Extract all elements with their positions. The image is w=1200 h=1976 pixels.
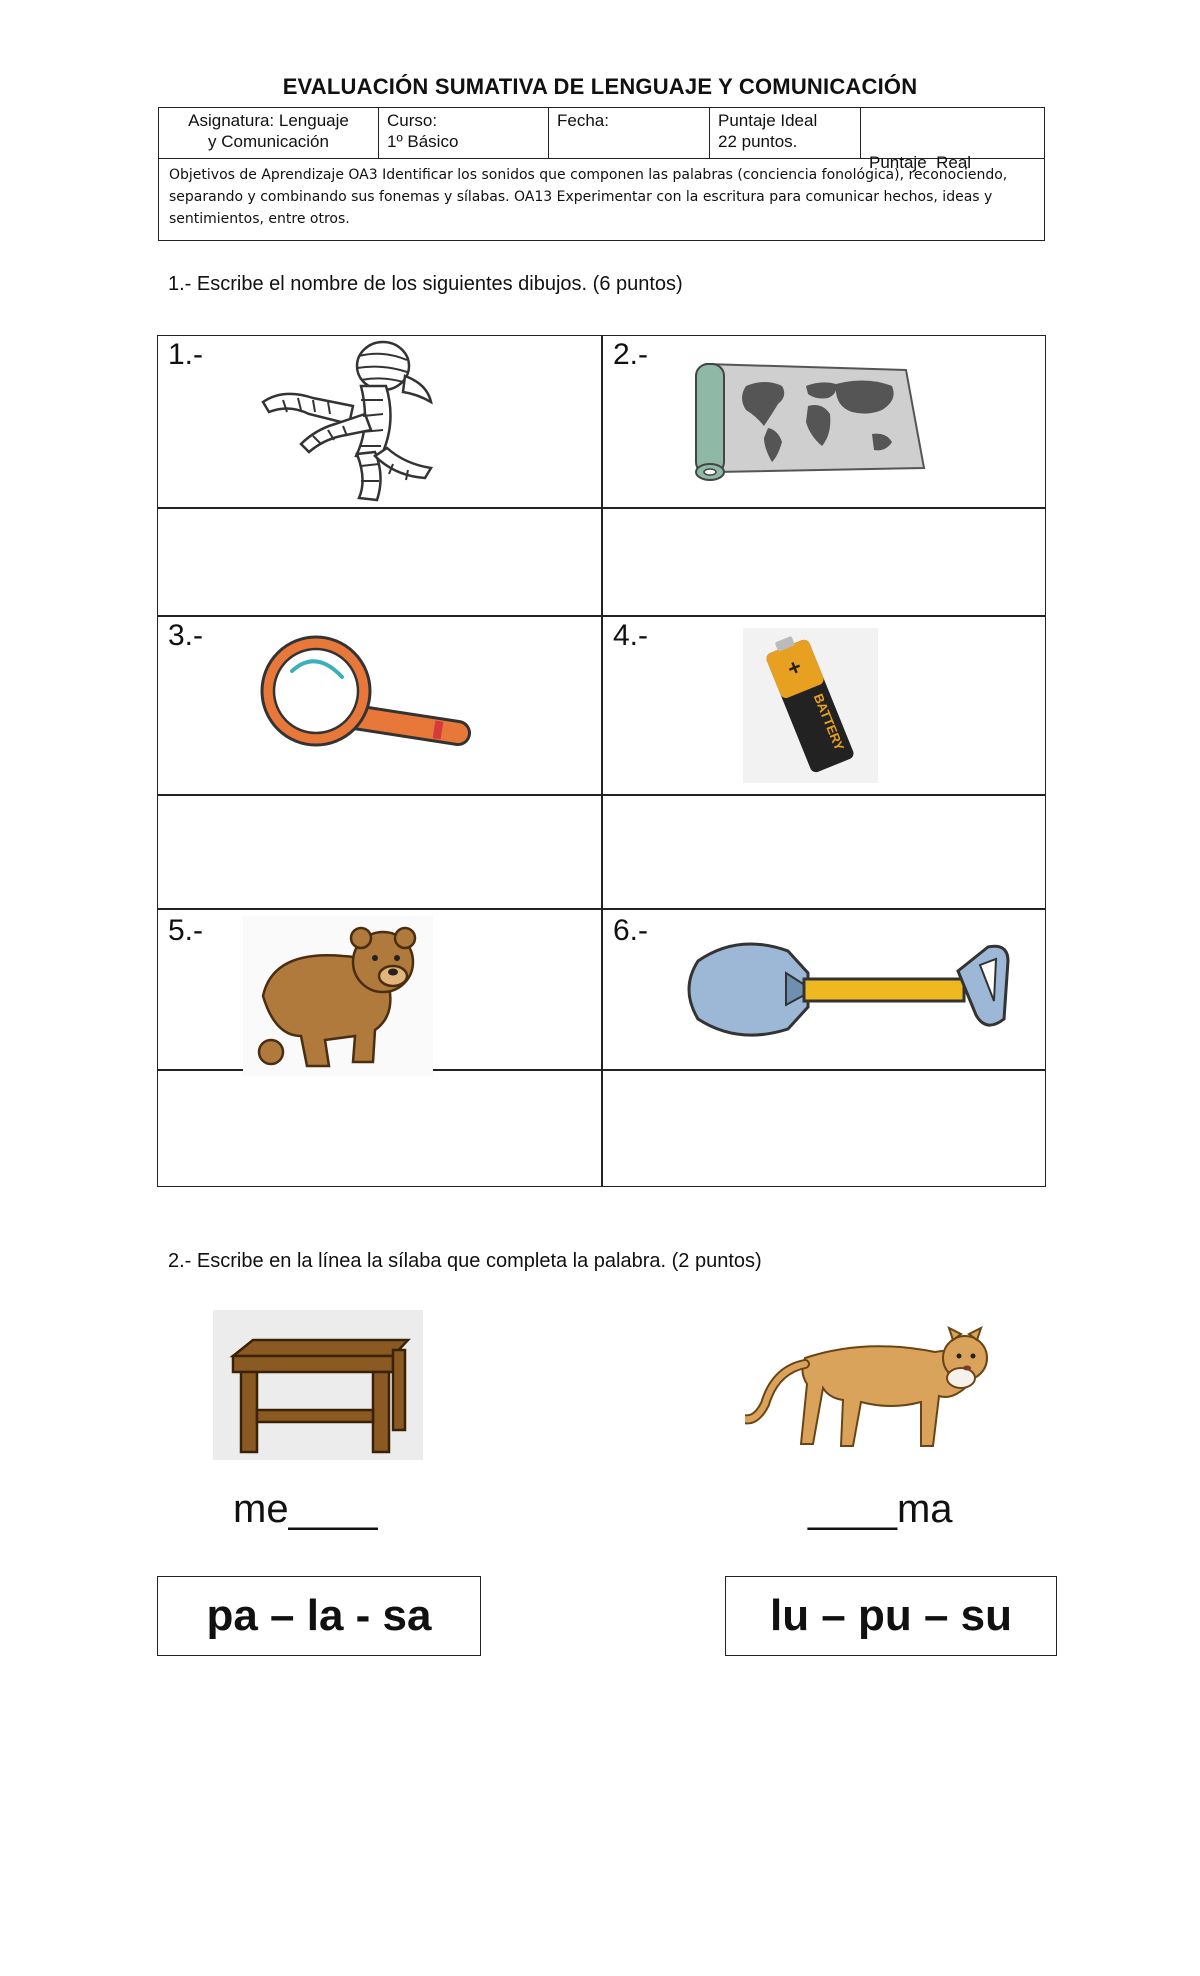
grid-divider xyxy=(158,615,1045,617)
item-number: 6.- xyxy=(613,914,649,947)
header-table xyxy=(158,107,1045,241)
asignatura-value: y Comunicación xyxy=(208,132,329,151)
curso-label: Curso: xyxy=(387,111,438,130)
item-number: 4.- xyxy=(613,619,649,652)
table-icon xyxy=(213,1310,423,1460)
puntaje-real-label: Puntaje Real xyxy=(869,153,972,172)
objetivos-line: separando y combinando sus fonemas y sílabas. OA13 Experimentar con la escritura para comunicar hechos, ideas y xyxy=(169,189,993,205)
objetivos-line: Objetivos de Aprendizaje OA3 Identificar los sonidos que componen las palabras (conciencia fonológica), reconociendo, xyxy=(169,167,1008,183)
puntaje-ideal-cell xyxy=(710,108,861,159)
curso-value: 1º Básico xyxy=(387,132,459,151)
item-number: 5.- xyxy=(168,914,204,947)
item-number: 2.- xyxy=(613,338,649,371)
battery-label: BATTERY xyxy=(810,691,848,753)
question-2-prompt: 2.- Escribe en la línea la sílaba que completa la palabra. (2 puntos) xyxy=(168,1250,762,1272)
answer-cell-6[interactable] xyxy=(603,1071,1045,1186)
puntaje-real-cell[interactable] xyxy=(861,108,1045,172)
objetivos-line: sentimientos, entre otros. xyxy=(169,211,350,227)
objetivos-text xyxy=(159,160,1044,234)
puntaje-ideal-value: 22 puntos. xyxy=(718,132,798,151)
grid-divider xyxy=(158,908,1045,910)
answer-cell-3[interactable] xyxy=(158,796,601,908)
item-number: 3.- xyxy=(168,619,204,652)
fecha-label: Fecha: xyxy=(557,111,609,130)
map-icon xyxy=(676,356,936,486)
mummy-icon xyxy=(253,336,463,506)
item-number: 1.- xyxy=(168,338,204,371)
battery-icon xyxy=(743,628,878,783)
syllable-options-2: lu – pu – su xyxy=(725,1576,1057,1656)
word-blank-2[interactable]: ____ma xyxy=(808,1487,953,1531)
page-title: EVALUACIÓN SUMATIVA DE LENGUAJE Y COMUNICACIÓN xyxy=(282,74,918,99)
bear-icon xyxy=(243,916,433,1076)
curso-cell xyxy=(379,108,549,159)
battery-plus: + xyxy=(783,653,806,682)
magnifying-glass-icon xyxy=(248,621,478,781)
puma-icon xyxy=(745,1318,1005,1458)
syllable-options-1: pa – la - sa xyxy=(157,1576,481,1656)
grid-divider xyxy=(601,336,603,1186)
answer-cell-4[interactable] xyxy=(603,796,1045,908)
shovel-icon xyxy=(678,931,1018,1051)
asignatura-cell xyxy=(159,108,379,159)
fecha-cell[interactable] xyxy=(549,108,710,159)
word-blank-1[interactable]: me____ xyxy=(233,1487,378,1531)
question-1-prompt: 1.- Escribe el nombre de los siguientes dibujos. (6 puntos) xyxy=(168,273,683,295)
answer-cell-1[interactable] xyxy=(158,509,601,615)
answer-cell-2[interactable] xyxy=(603,509,1045,615)
header-row xyxy=(159,108,1044,172)
picture-grid xyxy=(157,335,1046,1187)
puntaje-ideal-label: Puntaje Ideal xyxy=(718,111,818,130)
answer-cell-5[interactable] xyxy=(158,1071,601,1186)
asignatura-label: Asignatura: Lenguaje xyxy=(188,111,349,130)
